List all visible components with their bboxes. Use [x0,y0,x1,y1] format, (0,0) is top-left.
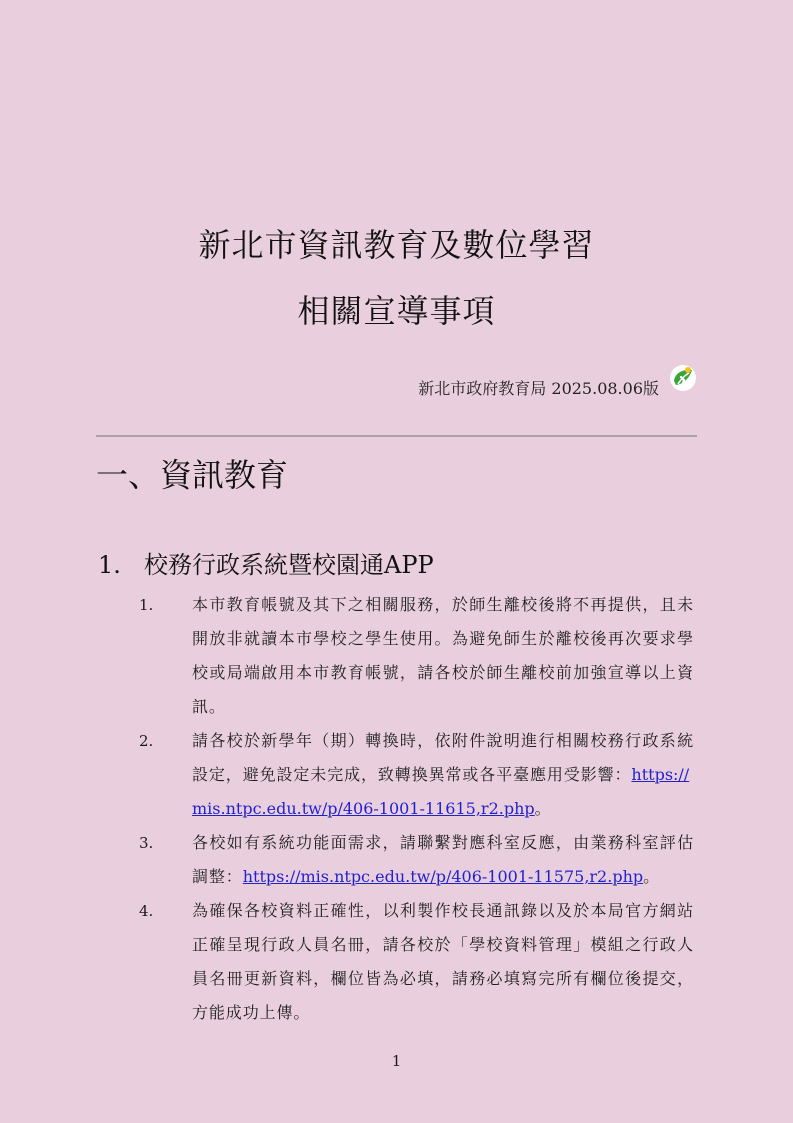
list-item-text: 各校如有系統功能面需求，請聯繫對應科室反應，由業務科室評估調整： [192,833,694,886]
list-item-number: 2. [139,732,154,750]
list-item-text: 本市教育帳號及其下之相關服務，於師生離校後將不再提供，且未開放非就讀本市學校之學生使用。為避免師生於離校後再次要求學校或局端啟用本市教育帳號，請各校於師生離校前加強宣導以上資訊。 [192,595,694,716]
list-item-number: 3. [139,834,154,852]
document-title-line-1: 新北市資訊教育及數位學習 [198,226,595,264]
subsection-number: 1. [98,551,121,579]
leaf-person-logo-icon [669,364,697,392]
issuer-date: 新北市政府教育局 2025.08.06版 [418,379,659,398]
list-item-number: 4. [139,902,154,920]
subsection-heading [98,545,434,580]
system-settings-link[interactable]: https:// mis.ntpc.edu.tw/p/406-1001-11615,r2.php [192,765,690,818]
list-item-body [192,724,694,826]
section-divider [96,435,697,437]
feature-request-link[interactable]: https://mis.ntpc.edu.tw/p/406-1001-11575,r2.php [242,867,644,886]
list-item-body [192,826,694,894]
list-item-suffix: 。 [534,799,552,818]
list-item-text: 為確保各校資料正確性，以利製作校長通訊錄以及於本局官方網站正確呈現行政人員名冊，請各校於「學校資料管理」模組之行政人員名冊更新資料，欄位皆為必填，請務必填寫完所有欄位後提交，方能成功上傳。 [192,901,694,1022]
subsection-title: 校務行政系統暨校園通APP [144,551,434,579]
list-item-suffix: 。 [643,867,661,886]
section-heading: 一、資訊教育 [96,456,289,494]
document-title-line-2: 相關宣導事項 [297,292,496,330]
page-number: 1 [391,1052,402,1070]
list-item-text: 請各校於新學年（期）轉換時，依附件說明進行相關校務行政系統設定，避免設定未完成，致轉換異常或各平臺應用受影響： [192,731,694,784]
list-item-number: 1. [139,596,154,614]
